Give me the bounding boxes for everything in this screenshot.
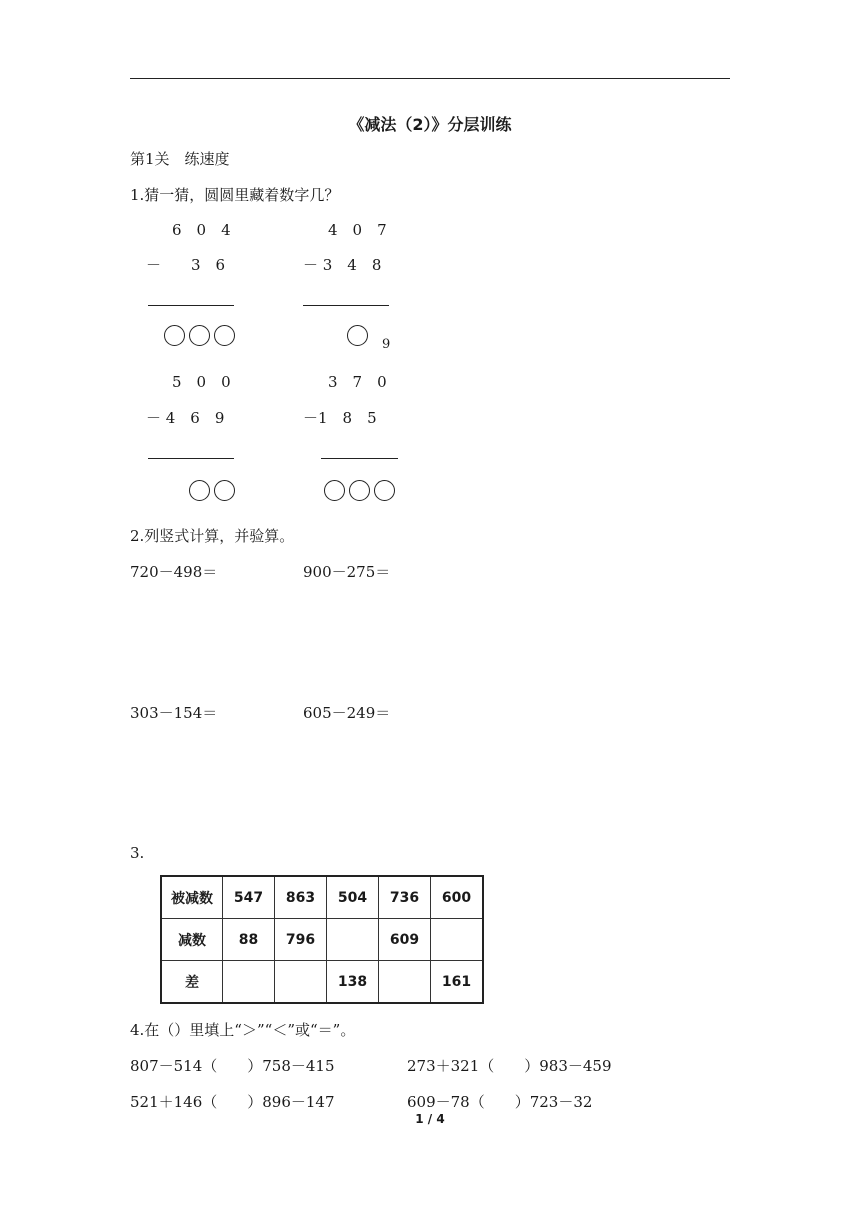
p2-line xyxy=(303,305,389,306)
table-row xyxy=(161,919,483,961)
hidden-digit-circle xyxy=(374,480,395,501)
q1-prompt: 1.猜一猜，圆圆里藏着数字几？ xyxy=(130,186,340,204)
p4-subtrahend: －1 8 5 xyxy=(303,409,377,427)
q4-comparison-1: 807－514（ ）758－415 xyxy=(130,1057,335,1075)
level-heading: 第1关 练速度 xyxy=(130,150,230,168)
q4-comparison-3: 521＋146（ ）896－147 xyxy=(130,1093,335,1111)
page-title: 《减法（2）》分层训练 xyxy=(348,115,512,134)
p1-subtrahend: － 3 6 xyxy=(146,256,226,274)
q2-expression-3: 303－154＝ xyxy=(130,704,218,722)
header-rule xyxy=(130,78,730,79)
table-cell: 138 xyxy=(327,961,379,1004)
table-row xyxy=(161,961,483,1004)
p3-line xyxy=(148,458,234,459)
table-cell: 547 xyxy=(223,876,275,919)
q4-comparison-4: 609－78（ ）723－32 xyxy=(407,1093,593,1111)
table-cell: 88 xyxy=(223,919,275,961)
hidden-digit-circle xyxy=(189,480,210,501)
table-cell xyxy=(327,919,379,961)
hidden-digit-circle xyxy=(347,325,368,346)
q3-label: 3. xyxy=(130,844,145,862)
p1-minuend: 6 0 4 xyxy=(172,221,231,239)
subtraction-table xyxy=(160,875,484,1004)
hidden-digit-circle xyxy=(349,480,370,501)
table-cell: 161 xyxy=(431,961,484,1004)
q2-expression-1: 720－498＝ xyxy=(130,563,218,581)
table-cell: 差 xyxy=(161,961,223,1004)
table-cell: 被减数 xyxy=(161,876,223,919)
table-cell xyxy=(223,961,275,1004)
hidden-digit-circle xyxy=(164,325,185,346)
p2-subtrahend: － 3 4 8 xyxy=(303,256,382,274)
q2-expression-4: 605－249＝ xyxy=(303,704,391,722)
table-cell xyxy=(431,919,484,961)
p4-line xyxy=(321,458,398,459)
table-cell: 减数 xyxy=(161,919,223,961)
table-cell: 609 xyxy=(379,919,431,961)
p2-minuend: 4 0 7 xyxy=(328,221,387,239)
p2-result-digit: 9 xyxy=(382,337,391,352)
table-cell: 600 xyxy=(431,876,484,919)
q2-prompt: 2.列竖式计算，并验算。 xyxy=(130,527,295,545)
p3-subtrahend: － 4 6 9 xyxy=(146,409,225,427)
q2-expression-2: 900－275＝ xyxy=(303,563,391,581)
p3-minuend: 5 0 0 xyxy=(172,373,231,391)
hidden-digit-circle xyxy=(214,480,235,501)
hidden-digit-circle xyxy=(214,325,235,346)
p4-minuend: 3 7 0 xyxy=(328,373,387,391)
page-number: 1 / 4 xyxy=(415,1112,445,1126)
table-cell xyxy=(379,961,431,1004)
table-row xyxy=(161,876,483,919)
hidden-digit-circle xyxy=(324,480,345,501)
p1-line xyxy=(148,305,234,306)
table-cell: 796 xyxy=(275,919,327,961)
hidden-digit-circle xyxy=(189,325,210,346)
table-cell xyxy=(275,961,327,1004)
table-cell: 863 xyxy=(275,876,327,919)
table-cell: 504 xyxy=(327,876,379,919)
q4-comparison-2: 273＋321（ ）983－459 xyxy=(407,1057,612,1075)
q4-prompt: 4.在（）里填上“＞”“＜”或“＝”。 xyxy=(130,1021,356,1039)
table-cell: 736 xyxy=(379,876,431,919)
